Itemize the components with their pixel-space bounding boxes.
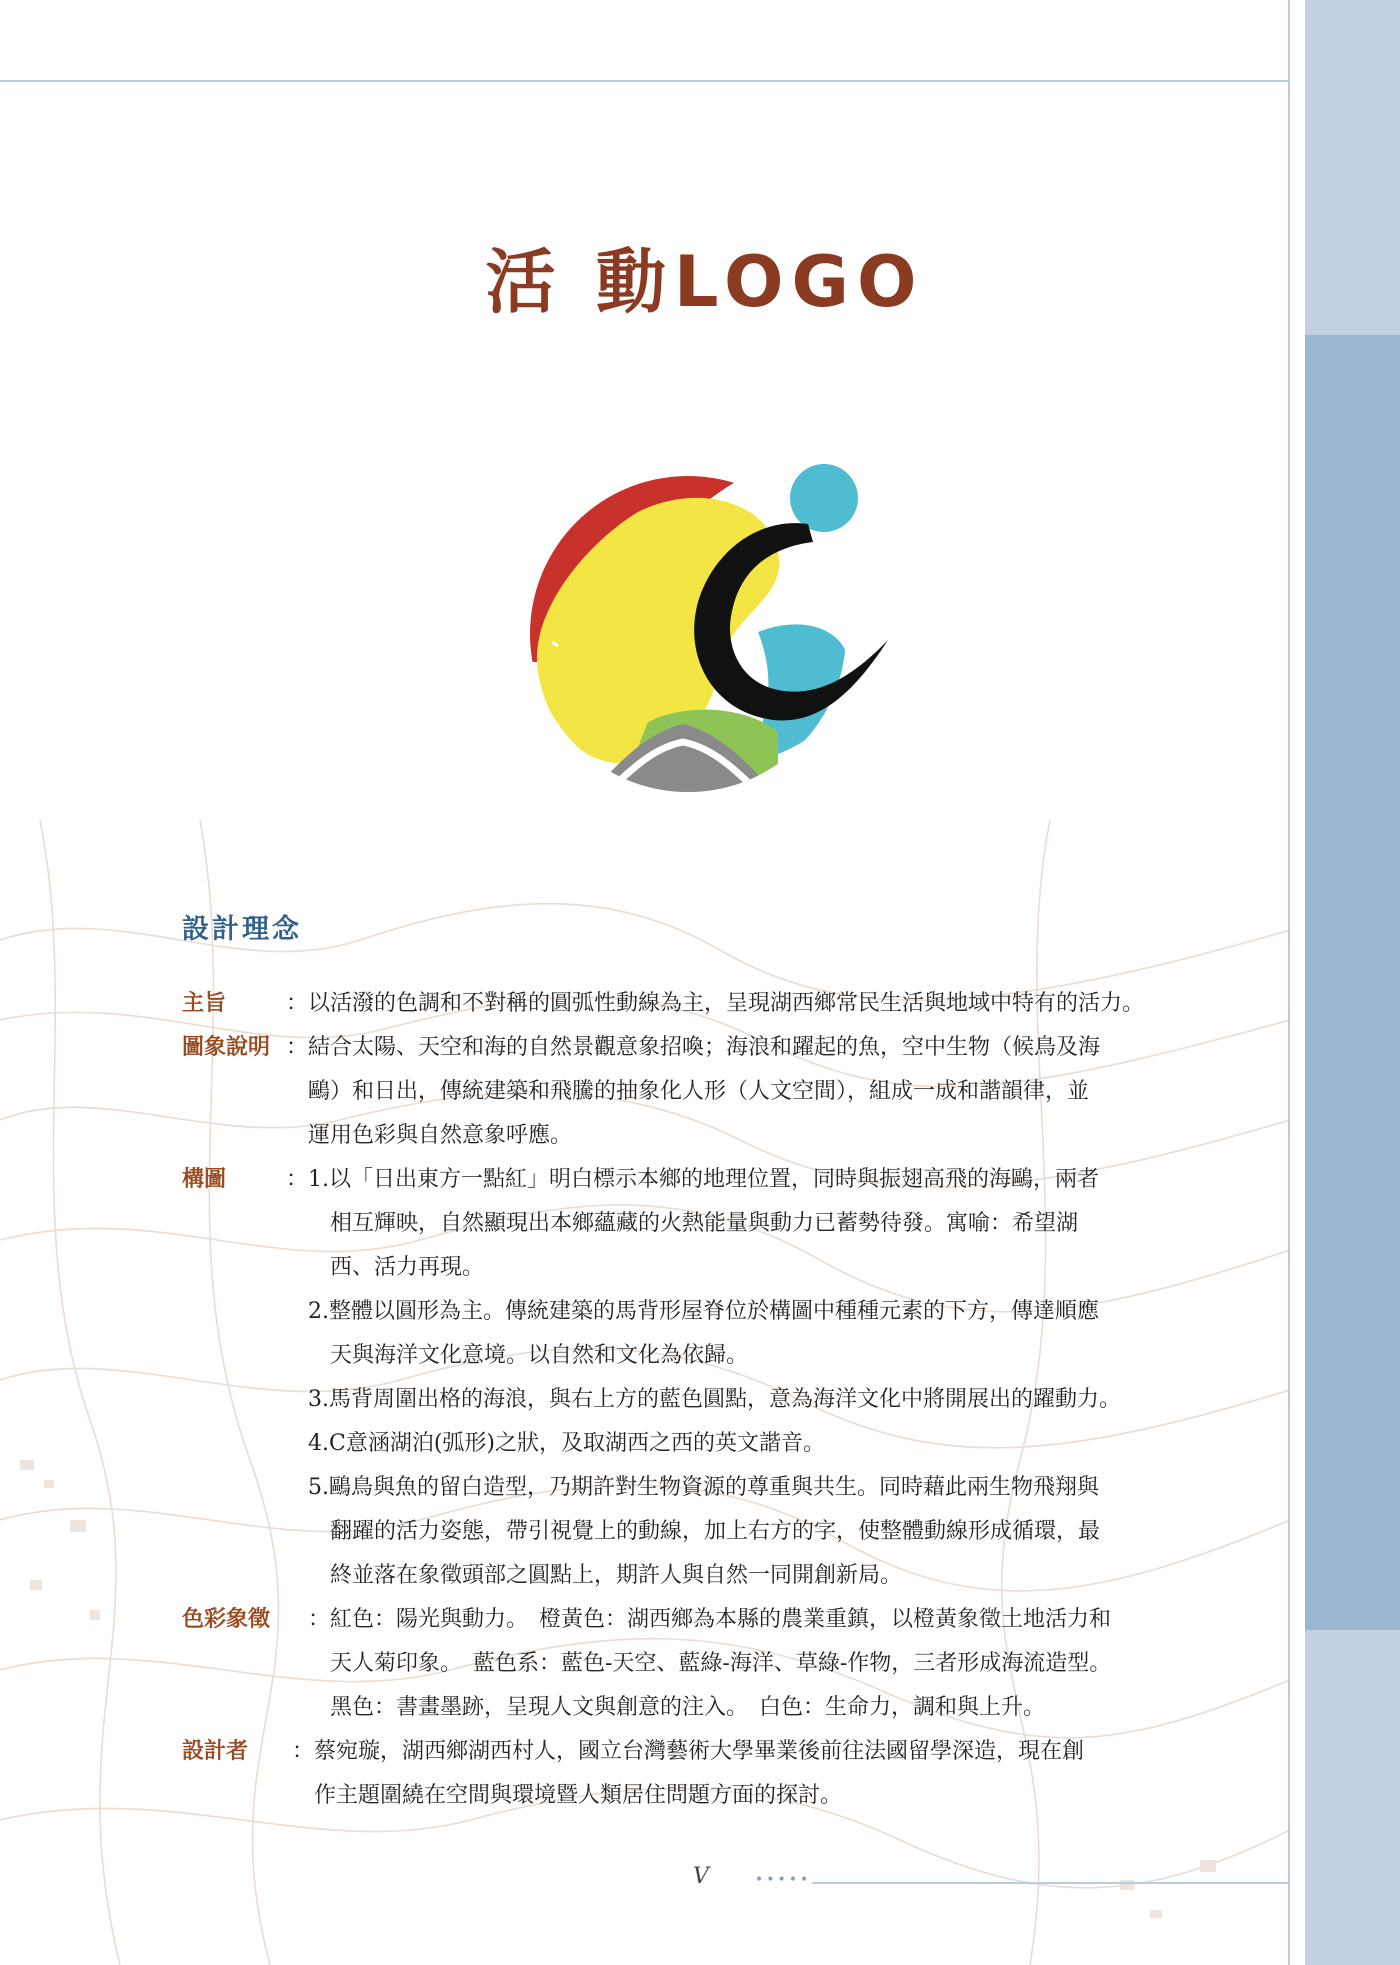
- item-body: [286, 1026, 1100, 1158]
- item-line: ：紅色：陽光與動力。 橙黃色：湖西鄉為本縣的農業重鎮，以橙黃象徵土地活力和: [308, 1607, 1112, 1632]
- event-logo-emblem: [528, 462, 898, 797]
- section-heading: 設計理念: [182, 914, 302, 945]
- page-number: V: [693, 1864, 709, 1889]
- sidebar-band-middle: [1305, 335, 1400, 1630]
- item-line: 翻躍的活力姿態，帶引視覺上的動線，加上右方的字，使整體動線形成循環，最: [286, 1519, 1101, 1544]
- item-label: 圖象說明: [182, 1035, 271, 1060]
- item-line: ：1.以「日出東方一點紅」明白標示本鄉的地理位置，同時與振翅高飛的海鷗，兩者: [286, 1167, 1099, 1192]
- header-rule: [0, 80, 1290, 82]
- item-line: 西、活力再現。: [286, 1255, 485, 1280]
- item-body: [292, 1730, 1084, 1818]
- item-line: 鷗）和日出，傳統建築和飛騰的抽象化人形（人文空間），組成一成和諧韻律，並: [286, 1079, 1090, 1104]
- item-line: 2.整體以圓形為主。傳統建築的馬背形屋脊位於構圖中種種元素的下方，傳達順應: [286, 1299, 1099, 1324]
- footer-rule: [812, 1882, 1288, 1884]
- footer-dots: •••••: [755, 1872, 812, 1888]
- item-line: 5.鷗鳥與魚的留白造型，乃期許對生物資源的尊重與共生。同時藉此兩生物飛翔與: [286, 1475, 1099, 1500]
- page-title: 活 動LOGO: [485, 241, 925, 323]
- item-line: 天人菊印象。 藍色系：藍色-天空、藍綠-海洋、草綠-作物，三者形成海流造型。: [308, 1651, 1112, 1676]
- item-line: 相互輝映，自然顯現出本鄉蘊藏的火熱能量與動力已蓄勢待發。寓喻：希望湖: [286, 1211, 1079, 1236]
- item-line: 3.馬背周圍出格的海浪，與右上方的藍色圓點，意為海洋文化中將開展出的躍動力。: [286, 1387, 1121, 1412]
- item-label: 主旨: [182, 991, 227, 1016]
- item-line: 作主題圍繞在空間與環境暨人類居住問題方面的探討。: [292, 1783, 843, 1808]
- item-line: ：以活潑的色調和不對稱的圓弧性動線為主，呈現湖西鄉常民生活與地域中特有的活力。: [286, 991, 1145, 1016]
- item-line: 天與海洋文化意境。以自然和文化為依歸。: [286, 1343, 749, 1368]
- item-line: 4.C意涵湖泊(弧形)之狀，及取湖西之西的英文諧音。: [286, 1431, 825, 1456]
- item-label: 構圖: [182, 1167, 227, 1192]
- sidebar-band-bottom: [1305, 1630, 1400, 1965]
- item-body: [308, 1598, 1111, 1730]
- item-line: ：蔡宛璇，湖西鄉湖西村人，國立台灣藝術大學畢業後前往法國留學深造，現在創: [292, 1739, 1085, 1764]
- item-line: 運用色彩與自然意象呼應。: [286, 1123, 573, 1148]
- item-label: 設計者: [182, 1739, 249, 1764]
- item-line: 黑色：書畫墨跡，呈現人文與創意的注入。 白色：生命力，調和與上升。: [308, 1695, 1046, 1720]
- item-body: [286, 1158, 1121, 1598]
- item-line: ：結合太陽、天空和海的自然景觀意象招喚；海浪和躍起的魚，空中生物（候鳥及海: [286, 1035, 1101, 1060]
- item-line: 終並落在象徵頭部之圓點上，期許人與自然一同開創新局。: [286, 1563, 903, 1588]
- item-label: 色彩象徵: [182, 1607, 271, 1632]
- item-body: [286, 982, 1144, 1026]
